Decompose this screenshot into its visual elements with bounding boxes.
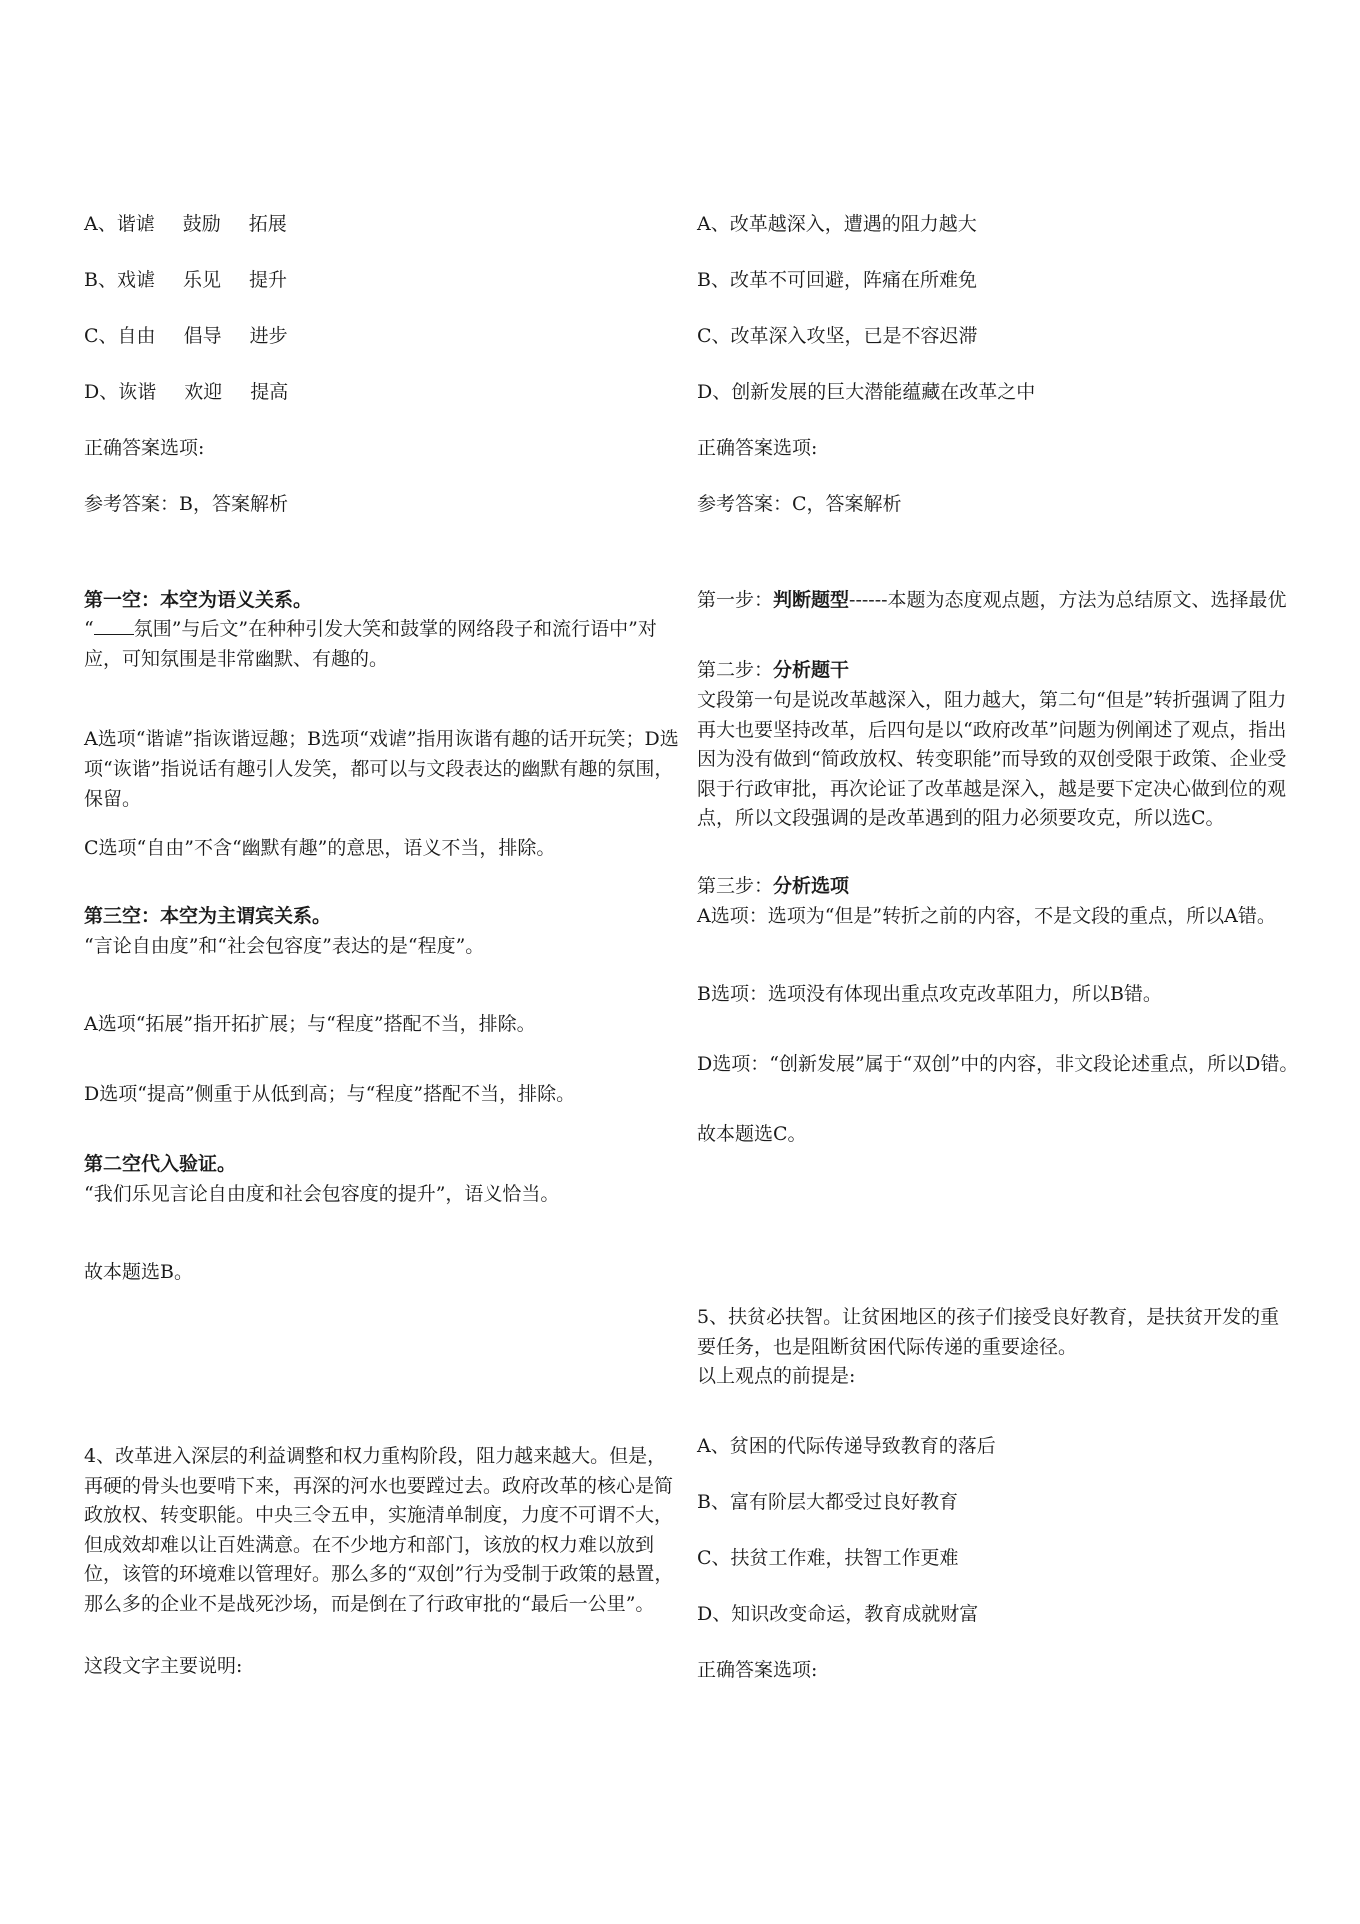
correct-answer-label: 正确答案选项: bbox=[697, 437, 818, 459]
blank3-quote: “言论自由度”和“社会包容度”表达的是“程度”。 bbox=[84, 935, 485, 957]
step3-option-d: D选项：“创新发展”属于“双创”中的内容，非文段论述重点，所以D错。 bbox=[697, 1053, 1299, 1075]
q3-option-c bbox=[84, 322, 316, 350]
option-word: 戏谑 bbox=[116, 269, 155, 291]
blank3-heading: 第三空：本空为主谓宾关系。 bbox=[84, 905, 332, 927]
conclusion-b: 故本题选B。 bbox=[84, 1261, 193, 1283]
option-letter: B、 bbox=[84, 269, 117, 291]
blank2-text: “我们乐见言论自由度和社会包容度的提升”，语义恰当。 bbox=[84, 1183, 560, 1205]
q5-stem: 5、扶贫必扶智。让贫困地区的孩子们接受良好教育，是扶贫开发的重要任务，也是阻断贫困代际传递的重要途径。 bbox=[697, 1306, 1280, 1358]
blank3-option-a: A选项“拓展”指开拓扩展；与“程度”搭配不当，排除。 bbox=[84, 1013, 536, 1035]
fill-blank bbox=[94, 616, 134, 635]
option-letter: D、 bbox=[84, 381, 119, 403]
blank1-quote bbox=[84, 614, 684, 674]
step3-heading bbox=[697, 872, 849, 900]
option-letter: A、 bbox=[84, 213, 117, 235]
reference-answer: 参考答案：C，答案解析 bbox=[697, 493, 902, 515]
q3-option-a bbox=[84, 210, 315, 238]
option-word: 提升 bbox=[249, 269, 288, 291]
step2-heading bbox=[697, 656, 849, 684]
option-word: 欢迎 bbox=[184, 381, 223, 403]
blank2-heading: 第二空代入验证。 bbox=[84, 1153, 237, 1175]
blank3-option-d: D选项“提高”侧重于从低到高；与“程度”搭配不当，排除。 bbox=[84, 1083, 576, 1105]
step-prefix: 第二步： bbox=[697, 659, 774, 681]
conclusion-c: 故本题选C。 bbox=[697, 1123, 807, 1145]
option-word: 自由 bbox=[117, 325, 156, 347]
step-prefix: 第三步： bbox=[697, 875, 774, 897]
q4-option-a: A、改革越深入，遭遇的阻力越大 bbox=[697, 213, 977, 235]
step3-option-a: A选项：选项为“但是”转折之前的内容，不是文段的重点，所以A错。 bbox=[697, 905, 1276, 927]
q4-option-d: D、创新发展的巨大潜能蕴藏在改革之中 bbox=[697, 381, 1036, 403]
blank1-analysis: A选项“谐谑”指诙谐逗趣；B选项“戏谑”指用诙谐有趣的话开玩笑；D选项“诙谐”指说话有趣引人发笑，都可以与文段表达的幽默有趣的氛围，保留。 bbox=[84, 728, 679, 810]
reference-answer: 参考答案：B，答案解析 bbox=[84, 493, 288, 515]
q4-option-c: C、改革深入攻坚，已是不容迟滞 bbox=[697, 325, 978, 347]
q4-stem: 4、改革进入深层的利益调整和权力重构阶段，阻力越来越大。但是，再硬的骨头也要啃下来，再深的河水也要蹚过去。政府改革的核心是简政放权、转变职能。中央三令五申，实施清单制度，力度不可谓不大，但成效却难以让百姓满意。在不少地方和部门，该放的权力难以放到位，该管的环境难以管理好。那么多的“双创”行为受制于政策的悬置，那么多的企业不是战死沙场，而是倒在了行政审批的“最后一公里”。 bbox=[84, 1445, 674, 1615]
option-word: 提高 bbox=[250, 381, 289, 403]
correct-answer-label: 正确答案选项: bbox=[84, 437, 205, 459]
step3-option-b: B选项：选项没有体现出重点攻克改革阻力，所以B错。 bbox=[697, 983, 1162, 1005]
step1-line bbox=[697, 586, 1287, 614]
q3-option-b bbox=[84, 266, 315, 294]
q5-option-d: D、知识改变命运，教育成就财富 bbox=[697, 1603, 979, 1625]
step2-text: 文段第一句是说改革越深入，阻力越大，第二句“但是”转折强调了阻力再大也要坚持改革，后四句是以“政府改革”问题为例阐述了观点，指出因为没有做到“简政放权、转变职能”而导致的双创受限于政策、企业受限于行政审批，再次论证了改革越是深入，越是要下定决心做到位的观点，所以文段强调的是改革遇到的阻力必须要攻克，所以选C。 bbox=[697, 689, 1287, 829]
q5-option-b: B、富有阶层大都受过良好教育 bbox=[697, 1491, 958, 1513]
option-letter: C、 bbox=[84, 325, 118, 347]
q5-option-c: C、扶贫工作难，扶智工作更难 bbox=[697, 1547, 959, 1569]
blank1-heading: 第一空：本空为语义关系。 bbox=[84, 589, 313, 611]
q5-question: 以上观点的前提是: bbox=[697, 1365, 856, 1387]
option-word: 进步 bbox=[249, 325, 288, 347]
quote-mark: “ bbox=[84, 618, 94, 640]
option-word: 拓展 bbox=[248, 213, 287, 235]
q3-option-d bbox=[84, 378, 316, 406]
q4-option-b: B、改革不可回避，阵痛在所难免 bbox=[697, 269, 977, 291]
step-description: ------本题为态度观点题，方法为总结原文、选择最优 bbox=[849, 589, 1287, 611]
q4-question: 这段文字主要说明: bbox=[84, 1655, 243, 1677]
step-title: 分析选项 bbox=[773, 875, 850, 897]
option-word: 鼓励 bbox=[182, 213, 221, 235]
step-title: 判断题型 bbox=[773, 589, 850, 611]
option-word: 谐谑 bbox=[116, 213, 155, 235]
option-word: 乐见 bbox=[182, 269, 221, 291]
blank1-option-c: C选项“自由”不含“幽默有趣”的意思，语义不当，排除。 bbox=[84, 837, 556, 859]
option-word: 倡导 bbox=[183, 325, 222, 347]
option-word: 诙谐 bbox=[118, 381, 157, 403]
q5-option-a: A、贫困的代际传递导致教育的落后 bbox=[697, 1435, 996, 1457]
step-prefix: 第一步： bbox=[697, 589, 774, 611]
step-title: 分析题干 bbox=[773, 659, 850, 681]
quote-text: 氛围”与后文”在种种引发大笑和鼓掌的网络段子和流行语中”对应，可知氛围是非常幽默、有趣的。 bbox=[84, 618, 657, 670]
q5-correct-answer-label: 正确答案选项: bbox=[697, 1659, 818, 1681]
